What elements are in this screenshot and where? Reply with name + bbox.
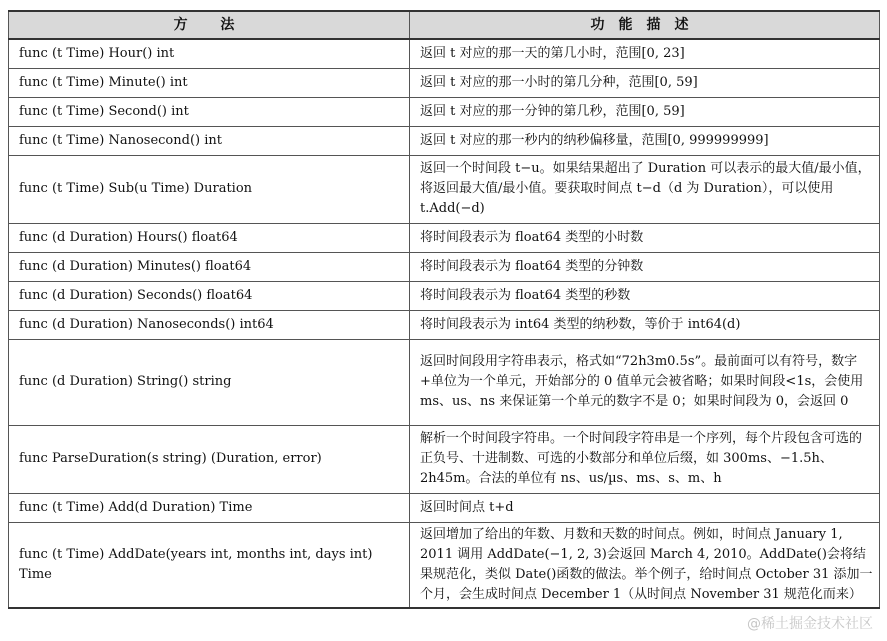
description-cell: 将时间段表示为 int64 类型的纳秒数，等价于 int64(d) <box>410 310 880 339</box>
header-method: 方 法 <box>9 11 410 39</box>
table-row <box>9 281 880 310</box>
description-cell: 返回 t 对应的那一小时的第几分种，范围[0, 59] <box>410 68 880 97</box>
method-cell: func (d Duration) Hours() float64 <box>9 223 410 252</box>
description-cell: 返回增加了给出的年数、月数和天数的时间点。例如，时间点 January 1, 2011 调用 AddDate(−1, 2, 3)会返回 March 4, 2010。AddDate()会将结果规范化，类似 Date()函数的做法。举个例子，给时间点 October 31 添加一个月，会生成时间点 December 1（从时间点 November 31 规范化而来） <box>410 522 880 608</box>
description-cell: 返回时间段用字符串表示，格式如“72h3m0.5s”。最前面可以有符号，数字+单位为一个单元，开始部分的 0 值单元会被省略；如果时间段<1s，会使用 ms、us、ns 来保证第一个单元的数字不是 0；如果时间段为 0，会返回 0 <box>410 339 880 425</box>
method-cell: func (t Time) Sub(u Time) Duration <box>9 155 410 223</box>
description-cell: 将时间段表示为 float64 类型的秒数 <box>410 281 880 310</box>
table-row <box>9 155 880 223</box>
method-cell: func (d Duration) String() string <box>9 339 410 425</box>
table-row <box>9 252 880 281</box>
table-row <box>9 223 880 252</box>
table-row <box>9 39 880 68</box>
table-row <box>9 310 880 339</box>
description-cell: 将时间段表示为 float64 类型的分钟数 <box>410 252 880 281</box>
time-methods-table <box>8 10 880 609</box>
method-cell: func (t Time) Minute() int <box>9 68 410 97</box>
watermark: @稀土掘金技术社区 <box>747 616 873 632</box>
description-cell: 返回一个时间段 t−u。如果结果超出了 Duration 可以表示的最大值/最小值，将返回最大值/最小值。要获取时间点 t−d（d 为 Duration），可以使用 t.Add(−d) <box>410 155 880 223</box>
method-cell: func (d Duration) Nanoseconds() int64 <box>9 310 410 339</box>
table-header-row <box>9 11 880 39</box>
method-cell: func (d Duration) Minutes() float64 <box>9 252 410 281</box>
description-cell: 解析一个时间段字符串。一个时间段字符串是一个序列，每个片段包含可选的正负号、十进制数、可选的小数部分和单位后缀，如 300ms、−1.5h、2h45m。合法的单位有 ns、us/µs、ms、s、m、h <box>410 425 880 493</box>
method-cell: func (t Time) Second() int <box>9 97 410 126</box>
table-row <box>9 522 880 608</box>
table-row <box>9 68 880 97</box>
table-row <box>9 339 880 425</box>
method-cell: func (t Time) Hour() int <box>9 39 410 68</box>
description-cell: 将时间段表示为 float64 类型的小时数 <box>410 223 880 252</box>
method-cell: func (t Time) Add(d Duration) Time <box>9 493 410 522</box>
method-cell: func (d Duration) Seconds() float64 <box>9 281 410 310</box>
description-cell: 返回 t 对应的那一分钟的第几秒，范围[0, 59] <box>410 97 880 126</box>
description-cell: 返回 t 对应的那一天的第几小时，范围[0, 23] <box>410 39 880 68</box>
table-row <box>9 126 880 155</box>
method-cell: func (t Time) AddDate(years int, months int, days int) Time <box>9 522 410 608</box>
table-row <box>9 493 880 522</box>
method-cell: func ParseDuration(s string) (Duration, error) <box>9 425 410 493</box>
description-cell: 返回时间点 t+d <box>410 493 880 522</box>
table-row <box>9 425 880 493</box>
method-cell: func (t Time) Nanosecond() int <box>9 126 410 155</box>
table-row <box>9 97 880 126</box>
header-description: 功能描述 <box>410 11 880 39</box>
description-cell: 返回 t 对应的那一秒内的纳秒偏移量，范围[0, 999999999] <box>410 126 880 155</box>
